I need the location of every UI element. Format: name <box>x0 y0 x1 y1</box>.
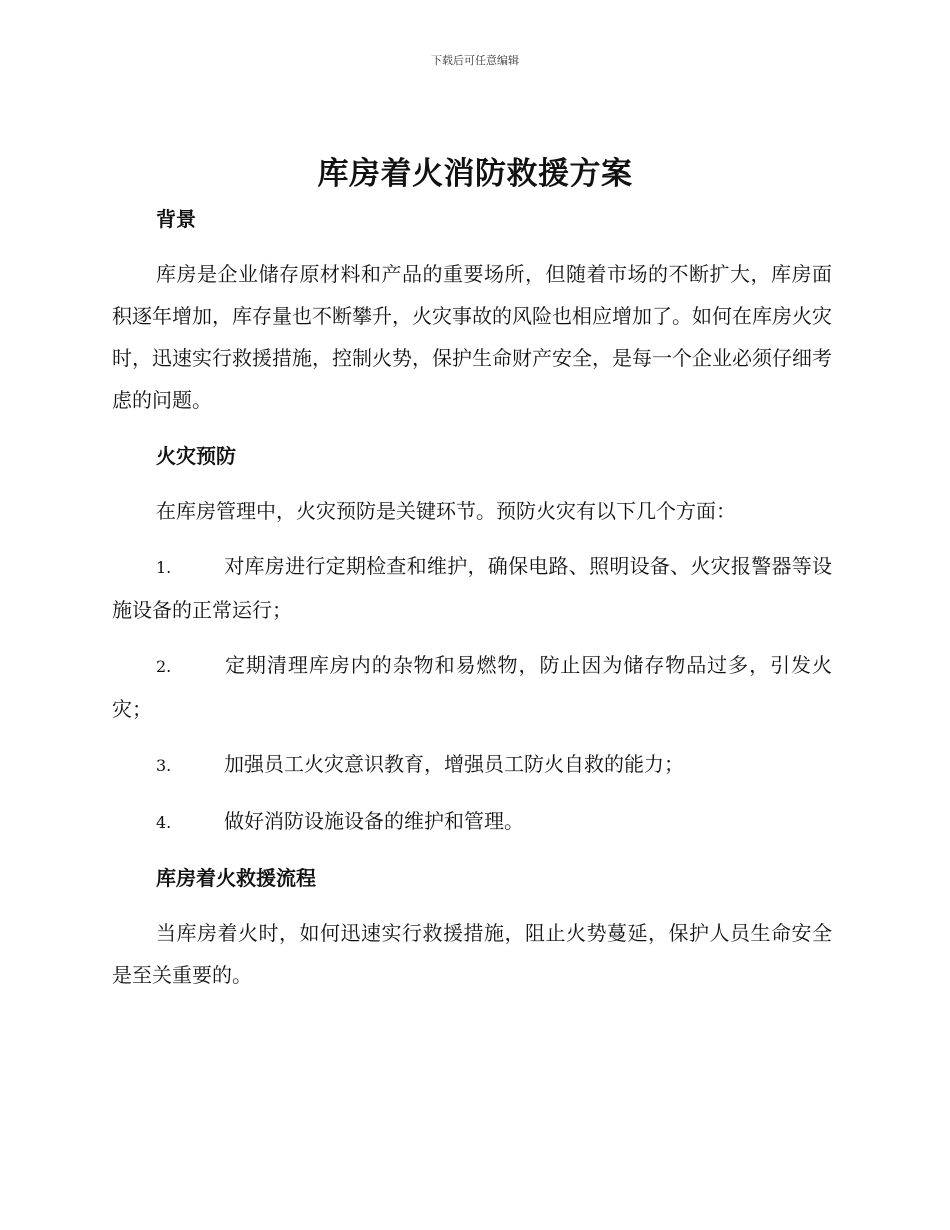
list-item-text: 做好消防设施设备的维护和管理。 <box>224 809 524 833</box>
list-item <box>112 545 832 631</box>
document-title: 库房着火消防救援方案 <box>317 156 633 192</box>
list-item-text: 对库房进行定期检查和维护，确保电路、照明设备、火灾报警器等设施设备的正常运行； <box>112 554 832 622</box>
list-item-number: 2. <box>156 657 172 676</box>
list-item <box>112 800 832 844</box>
section-heading-fire-prevention: 火灾预防 <box>156 444 236 468</box>
list-item-text: 定期清理库房内的杂物和易燃物，防止因为储存物品过多，引发火灾； <box>112 653 832 721</box>
section-heading-background: 背景 <box>156 207 196 231</box>
list-item-number: 1. <box>156 558 172 577</box>
list-item-number: 3. <box>156 756 172 775</box>
document-body <box>112 198 832 996</box>
background-paragraph: 库房是企业储存原材料和产品的重要场所，但随着市场的不断扩大，库房面积逐年增加，库存量也不断攀升，火灾事故的风险也相应增加了。如何在库房火灾时，迅速实行救援措施，控制火势，保护生命财产安全，是每一个企业必须仔细考虑的问题。 <box>112 262 832 412</box>
rescue-process-paragraph: 当库房着火时，如何迅速实行救援措施，阻止火势蔓延，保护人员生命安全是至关重要的。 <box>112 921 832 987</box>
list-item <box>112 644 832 730</box>
fire-prevention-intro: 在库房管理中，火灾预防是关键环节。预防火灾有以下几个方面： <box>156 499 736 523</box>
page-header: 下载后可任意编辑 <box>431 54 519 67</box>
section-heading-rescue-process: 库房着火救援流程 <box>156 866 316 890</box>
list-item <box>112 743 832 787</box>
list-item-text: 加强员工火灾意识教育，增强员工防火自救的能力； <box>224 752 684 776</box>
list-item-number: 4. <box>156 813 172 832</box>
